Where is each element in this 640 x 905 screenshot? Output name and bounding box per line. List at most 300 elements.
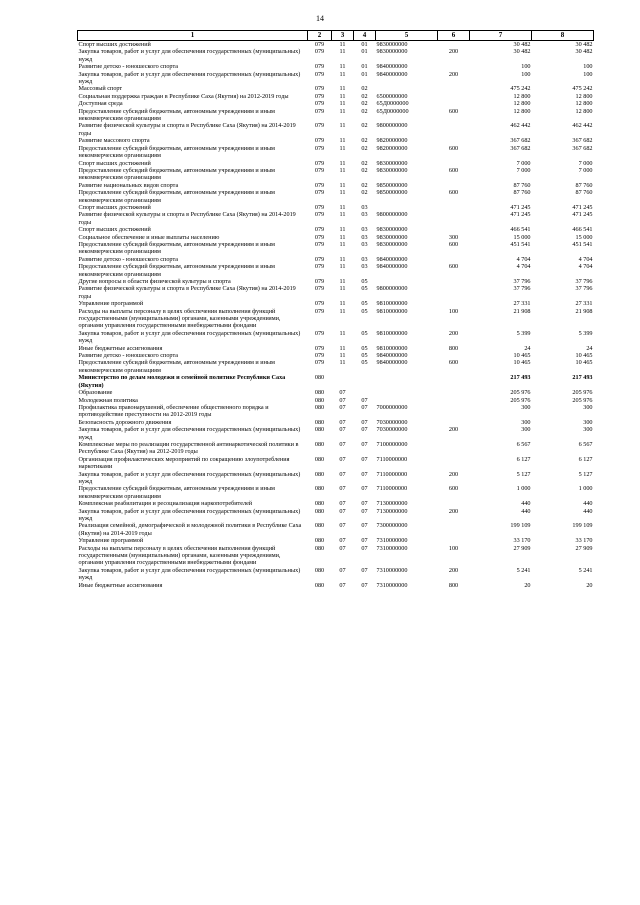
row-amount-year1: 10 465 xyxy=(513,359,531,367)
table-row xyxy=(78,330,594,345)
row-subsection-code: 07 xyxy=(361,403,368,411)
row-target-article: 7310000000 xyxy=(376,544,408,552)
row-name: Социальная поддержка граждан в Республике Саха (Якутия) на 2012-2019 годы xyxy=(78,92,289,100)
column-header-target-article: 5 xyxy=(376,31,438,41)
row-section-code: 11 xyxy=(339,41,346,48)
row-target-article: 7110000000 xyxy=(376,470,408,478)
row-target-article xyxy=(376,389,438,396)
row-section-code: 07 xyxy=(339,426,346,434)
table-row xyxy=(78,359,594,374)
row-amount-year2: 12 800 xyxy=(575,100,593,108)
row-expense-type xyxy=(438,397,470,404)
row-amount-year1: 367 682 xyxy=(510,144,531,152)
row-name: Безопасность дорожного движения xyxy=(78,418,172,426)
row-subsection-code: 07 xyxy=(361,485,368,493)
row-amount-year2: 1 000 xyxy=(578,485,593,493)
row-amount-year1: 21 908 xyxy=(513,307,531,315)
row-name: Развитие физической культуры и спорта в Республике Саха (Якутия) на 2014-2019 годы xyxy=(78,285,296,300)
table-row xyxy=(78,345,594,352)
row-subsection-code: 05 xyxy=(361,285,368,293)
row-name: Расходы на выплаты персоналу в целях обеспечения выполнения функций государственными (муниципальными) органами, казенными учреждениями, органами управления государственными внебюджетными фондами xyxy=(78,544,281,567)
row-amount-year1: 12 800 xyxy=(513,107,531,115)
row-amount-year2: 471 245 xyxy=(572,211,593,219)
row-amount-year1: 37 796 xyxy=(513,285,531,293)
row-section-code: 07 xyxy=(339,500,346,508)
row-amount-year1: 217 493 xyxy=(510,374,531,382)
row-amount-year1: 30 482 xyxy=(513,48,531,56)
row-ministry-code: 079 xyxy=(314,352,325,360)
row-amount-year2: 300 xyxy=(583,426,593,434)
row-ministry-code: 079 xyxy=(314,233,325,241)
row-target-article: 9800000000 xyxy=(376,285,408,293)
column-header-subsection: 4 xyxy=(354,31,376,41)
row-amount-year2: 5 241 xyxy=(578,566,593,574)
row-ministry-code: 080 xyxy=(314,522,325,530)
row-amount-year2: 367 682 xyxy=(572,137,593,145)
table-row xyxy=(78,508,594,523)
row-target-article: 9810000000 xyxy=(376,344,408,352)
row-ministry-code: 079 xyxy=(314,344,325,352)
row-target-article: 9850000000 xyxy=(376,181,408,189)
row-expense-type: 600 xyxy=(448,485,459,493)
row-target-article: 9810000000 xyxy=(376,307,408,315)
row-expense-type: 600 xyxy=(448,240,459,248)
row-amount-year2: 10 465 xyxy=(575,352,593,360)
row-subsection-code: 02 xyxy=(361,166,368,174)
row-section-code: 07 xyxy=(339,522,346,530)
row-subsection-code: 01 xyxy=(361,70,368,78)
table-row xyxy=(78,189,594,204)
row-amount-year1: 4 704 xyxy=(516,255,531,263)
row-section-code: 11 xyxy=(339,285,346,293)
row-name: Управление программой xyxy=(78,300,144,308)
row-amount-year2: 205 976 xyxy=(572,389,593,397)
row-subsection-code: 02 xyxy=(361,144,368,152)
row-subsection-code: 03 xyxy=(361,240,368,248)
row-name: Комплексные меры по реализации государственной антинаркотической политики в Республике Саха (Якутия) на 2012-2019 годы xyxy=(78,440,299,456)
row-amount-year2: 300 xyxy=(583,418,593,426)
row-amount-year2: 5 399 xyxy=(578,329,593,337)
row-subsection-code: 02 xyxy=(361,107,368,115)
row-subsection-code: 03 xyxy=(361,211,368,219)
row-expense-type xyxy=(438,137,470,144)
table-row xyxy=(78,522,594,537)
row-target-article xyxy=(376,374,438,389)
table-row xyxy=(78,160,594,167)
row-name: Предоставление субсидий бюджетным, автономным учреждениям и иным некоммерческим организациям xyxy=(78,359,275,374)
row-amount-year1: 87 760 xyxy=(513,181,531,189)
table-row xyxy=(78,204,594,211)
row-amount-year2: 27 331 xyxy=(575,300,593,308)
row-amount-year1: 5 399 xyxy=(516,329,531,337)
row-section-code: 11 xyxy=(339,211,346,219)
row-ministry-code: 080 xyxy=(314,485,325,493)
row-expense-type xyxy=(438,63,470,70)
row-ministry-code: 080 xyxy=(314,418,325,426)
row-ministry-code: 079 xyxy=(314,159,325,167)
row-section-code: 07 xyxy=(339,581,346,589)
row-subsection-code: 07 xyxy=(361,396,368,404)
row-target-article: 7130000000 xyxy=(376,500,408,508)
row-ministry-code: 079 xyxy=(314,137,325,145)
row-amount-year1: 87 760 xyxy=(513,189,531,197)
table-row xyxy=(78,500,594,507)
row-target-article: 9830000000 xyxy=(376,233,408,241)
row-target-article: 9800000000 xyxy=(376,122,408,130)
row-section-code: 11 xyxy=(339,166,346,174)
row-amount-year1: 440 xyxy=(521,507,531,515)
table-row xyxy=(78,485,594,500)
row-section-code: 11 xyxy=(339,63,346,71)
row-amount-year1: 205 976 xyxy=(510,396,531,404)
row-amount-year1: 367 682 xyxy=(510,137,531,145)
row-subsection-code: 05 xyxy=(361,300,368,308)
table-row xyxy=(78,63,594,70)
row-ministry-code: 080 xyxy=(314,396,325,404)
row-name: Развитие массового спорта xyxy=(78,137,150,145)
row-expense-type xyxy=(438,256,470,263)
column-header-amount-year1: 7 xyxy=(470,31,532,41)
row-amount-year2: 367 682 xyxy=(572,144,593,152)
row-section-code: 11 xyxy=(339,359,346,367)
row-name: Закупка товаров, работ и услуг для обеспечения государственных (муниципальных) нужд xyxy=(78,470,301,485)
table-row xyxy=(78,389,594,396)
table-row xyxy=(78,122,594,137)
row-target-article: 7310000000 xyxy=(376,581,408,589)
row-target-article: 7310000000 xyxy=(376,566,408,574)
row-expense-type: 300 xyxy=(448,233,459,241)
row-section-code: 11 xyxy=(339,48,346,56)
row-expense-type xyxy=(438,374,470,389)
row-amount-year1: 7 000 xyxy=(516,159,531,167)
row-section-code: 11 xyxy=(339,100,346,108)
row-name: Развитие физической культуры и спорта в Республике Саха (Якутия) на 2014-2019 годы xyxy=(78,122,296,137)
row-target-article xyxy=(376,278,438,285)
row-subsection-code: 02 xyxy=(361,137,368,145)
row-expense-type: 800 xyxy=(448,581,459,589)
row-section-code: 11 xyxy=(339,240,346,248)
row-amount-year1: 30 482 xyxy=(513,41,531,48)
row-amount-year2: 205 976 xyxy=(572,396,593,404)
row-target-article xyxy=(376,204,438,211)
row-ministry-code: 079 xyxy=(314,263,325,271)
row-amount-year2: 12 800 xyxy=(575,107,593,115)
row-subsection-code: 02 xyxy=(361,85,368,93)
row-name: Развитие физической культуры и спорта в Республике Саха (Якутия) на 2014-2019 годы xyxy=(78,211,296,226)
row-amount-year2: 30 482 xyxy=(575,41,593,48)
row-subsection-code: 02 xyxy=(361,100,368,108)
row-section-code: 07 xyxy=(339,470,346,478)
row-expense-type: 600 xyxy=(448,144,459,152)
row-amount-year1: 6 567 xyxy=(516,440,531,448)
row-name: Доступная среда xyxy=(78,100,123,108)
table-row xyxy=(78,263,594,278)
row-subsection-code: 07 xyxy=(361,522,368,530)
row-amount-year2: 7 000 xyxy=(578,159,593,167)
table-header-row xyxy=(78,31,594,41)
row-expense-type: 200 xyxy=(448,426,459,434)
row-target-article: 7130000000 xyxy=(376,507,408,515)
row-name: Предоставление субсидий бюджетным, автономным учреждениям и иным некоммерческим организациям xyxy=(78,263,275,278)
row-section-code: 11 xyxy=(339,278,346,285)
row-expense-type: 600 xyxy=(448,166,459,174)
row-target-article: 9850000000 xyxy=(376,189,408,197)
table-row xyxy=(78,108,594,123)
table-row xyxy=(78,374,594,389)
row-section-code: 11 xyxy=(339,189,346,197)
table-row xyxy=(78,404,594,419)
row-name: Управление программой xyxy=(78,537,144,545)
table-row xyxy=(78,256,594,263)
row-amount-year1: 24 xyxy=(524,344,531,352)
row-expense-type xyxy=(438,211,470,226)
row-name: Развитие детско - юношеского спорта xyxy=(78,63,178,71)
row-amount-year2: 440 xyxy=(583,507,593,515)
row-ministry-code: 079 xyxy=(314,144,325,152)
row-subsection-code: 07 xyxy=(361,455,368,463)
table-row xyxy=(78,441,594,456)
row-name: Предоставление субсидий бюджетным, автономным учреждениям и иным некоммерческим организациям xyxy=(78,144,275,160)
row-ministry-code: 079 xyxy=(314,166,325,174)
row-name: Закупка товаров, работ и услуг для обеспечения государственных (муниципальных) нужд xyxy=(78,426,301,441)
row-target-article: 9830000000 xyxy=(376,48,408,56)
row-amount-year2: 300 xyxy=(583,403,593,411)
row-section-code: 07 xyxy=(339,389,346,397)
row-target-article: 7100000000 xyxy=(376,440,408,448)
row-expense-type: 600 xyxy=(448,359,459,367)
table-row xyxy=(78,567,594,582)
row-section-code: 11 xyxy=(339,181,346,189)
table-row xyxy=(78,352,594,359)
row-target-article: 7030000000 xyxy=(376,426,408,434)
row-section-code: 07 xyxy=(339,403,346,411)
row-ministry-code: 080 xyxy=(314,544,325,552)
row-amount-year1: 100 xyxy=(521,70,531,78)
row-name: Закупка товаров, работ и услуг для обеспечения государственных (муниципальных) нужд xyxy=(78,507,301,522)
row-amount-year2: 440 xyxy=(583,500,593,508)
row-section-code: 11 xyxy=(339,329,346,337)
row-name: Другие вопросы в области физической культуры и спорта xyxy=(78,278,231,285)
row-amount-year1: 20 xyxy=(524,581,531,589)
row-ministry-code: 080 xyxy=(314,581,325,589)
table-row xyxy=(78,419,594,426)
row-amount-year1: 462 442 xyxy=(510,122,531,130)
row-name: Министерство по делам молодежи и семейной политике Республики Саха (Якутия) xyxy=(78,374,286,389)
row-ministry-code: 079 xyxy=(314,359,325,367)
table-row xyxy=(78,397,594,404)
row-amount-year1: 6 127 xyxy=(516,455,531,463)
row-ministry-code: 080 xyxy=(314,537,325,545)
row-target-article: 65Д0000000 xyxy=(376,107,409,115)
table-row xyxy=(78,182,594,189)
row-expense-type: 800 xyxy=(448,344,459,352)
row-section-code: 11 xyxy=(339,226,346,234)
row-amount-year1: 5 127 xyxy=(516,470,531,478)
row-name: Социальное обеспечение и иные выплаты населению xyxy=(78,233,220,241)
row-name: Предоставление субсидий бюджетным, автономным учреждениям и иным некоммерческим организациям xyxy=(78,189,275,204)
row-expense-type: 200 xyxy=(448,566,459,574)
row-subsection-code: 01 xyxy=(361,41,368,48)
table-row xyxy=(78,456,594,471)
row-subsection-code: 02 xyxy=(361,189,368,197)
row-amount-year1: 300 xyxy=(521,418,531,426)
budget-table xyxy=(77,30,594,589)
row-ministry-code: 079 xyxy=(314,329,325,337)
row-ministry-code: 079 xyxy=(314,41,325,48)
row-expense-type: 600 xyxy=(448,189,459,197)
row-subsection-code: 05 xyxy=(361,352,368,360)
row-target-article: 65Д0000000 xyxy=(376,100,409,108)
row-amount-year2: 30 482 xyxy=(575,48,593,56)
row-target-article: 7000000000 xyxy=(376,403,408,411)
row-name: Иные бюджетные ассигнования xyxy=(78,581,163,589)
row-expense-type xyxy=(438,278,470,285)
table-row xyxy=(78,100,594,107)
row-target-article: 9840000000 xyxy=(376,63,408,71)
row-section-code: 11 xyxy=(339,144,346,152)
table-row xyxy=(78,211,594,226)
row-section-code: 11 xyxy=(339,203,346,211)
row-expense-type xyxy=(438,122,470,137)
row-subsection-code: 07 xyxy=(361,470,368,478)
row-section-code: 07 xyxy=(339,396,346,404)
row-target-article: 7030000000 xyxy=(376,418,408,426)
row-target-article: 9820000000 xyxy=(376,137,408,145)
table-row xyxy=(78,241,594,256)
row-amount-year2: 7 000 xyxy=(578,166,593,174)
table-row xyxy=(78,300,594,307)
row-section-code: 07 xyxy=(339,566,346,574)
row-name: Предоставление субсидий бюджетным, автономным учреждениям и иным некоммерческим организациям xyxy=(78,485,275,500)
row-expense-type xyxy=(438,522,470,537)
row-subsection-code: 02 xyxy=(361,181,368,189)
row-amount-year1: 199 109 xyxy=(510,522,531,530)
row-amount-year2: 87 760 xyxy=(575,181,593,189)
row-amount-year2: 6 127 xyxy=(578,455,593,463)
row-amount-year2: 10 465 xyxy=(575,359,593,367)
row-target-article: 9820000000 xyxy=(376,144,408,152)
row-amount-year2: 24 xyxy=(586,344,593,352)
row-expense-type: 200 xyxy=(448,70,459,78)
row-amount-year2: 466 541 xyxy=(572,226,593,234)
row-ministry-code: 079 xyxy=(314,226,325,234)
row-ministry-code: 080 xyxy=(314,389,325,397)
row-target-article: 7300000000 xyxy=(376,522,408,530)
row-ministry-code: 080 xyxy=(314,507,325,515)
column-header-ministry: 2 xyxy=(308,31,332,41)
row-amount-year2: 27 909 xyxy=(575,544,593,552)
table-row xyxy=(78,41,594,49)
row-name: Расходы на выплаты персоналу в целях обеспечения выполнения функций государственными (муниципальными) органами, казенными учреждениями, органами управления государственными внебюджетными фондами xyxy=(78,307,281,330)
table-row xyxy=(78,93,594,100)
row-ministry-code: 080 xyxy=(314,374,325,382)
row-subsection-code: 05 xyxy=(361,278,368,285)
row-name: Спорт высших достижений xyxy=(78,41,151,48)
row-expense-type: 200 xyxy=(448,470,459,478)
row-amount-year2: 37 796 xyxy=(575,285,593,293)
row-target-article: 6500000000 xyxy=(376,92,408,100)
row-amount-year1: 12 800 xyxy=(513,92,531,100)
row-amount-year1: 471 245 xyxy=(510,203,531,211)
row-section-code: 07 xyxy=(339,537,346,545)
row-amount-year1: 4 704 xyxy=(516,263,531,271)
row-expense-type xyxy=(438,85,470,92)
row-expense-type: 100 xyxy=(448,544,459,552)
table-row xyxy=(78,85,594,92)
row-section-code: 11 xyxy=(339,85,346,93)
row-ministry-code: 079 xyxy=(314,107,325,115)
row-expense-type: 200 xyxy=(448,329,459,337)
table-row xyxy=(78,545,594,567)
row-subsection-code: 05 xyxy=(361,359,368,367)
row-target-article: 9840000000 xyxy=(376,359,408,367)
row-expense-type: 600 xyxy=(448,107,459,115)
row-subsection-code: 01 xyxy=(361,48,368,56)
row-expense-type xyxy=(438,419,470,426)
row-target-article: 9830000000 xyxy=(376,226,408,234)
table-body xyxy=(78,41,594,590)
row-target-article: 9830000000 xyxy=(376,159,408,167)
row-subsection-code: 03 xyxy=(361,263,368,271)
row-amount-year1: 471 245 xyxy=(510,211,531,219)
row-section-code: 11 xyxy=(339,137,346,145)
row-subsection-code: 02 xyxy=(361,92,368,100)
row-subsection-code: 05 xyxy=(361,307,368,315)
table-row xyxy=(78,48,594,63)
table-row xyxy=(78,308,594,330)
row-subsection-code: 03 xyxy=(361,203,368,211)
row-ministry-code: 079 xyxy=(314,48,325,56)
row-expense-type xyxy=(438,500,470,507)
row-amount-year2: 475 242 xyxy=(572,85,593,93)
row-amount-year2: 462 442 xyxy=(572,122,593,130)
row-amount-year2: 217 493 xyxy=(572,374,593,382)
row-subsection-code: 07 xyxy=(361,507,368,515)
table-row xyxy=(78,278,594,285)
row-target-article: 9830000000 xyxy=(376,41,408,48)
row-amount-year1: 300 xyxy=(521,426,531,434)
row-section-code: 07 xyxy=(339,418,346,426)
row-target-article: 7110000000 xyxy=(376,455,408,463)
row-target-article: 9810000000 xyxy=(376,300,408,308)
table-row xyxy=(78,71,594,86)
table-row xyxy=(78,426,594,441)
row-ministry-code: 079 xyxy=(314,63,325,71)
row-subsection-code: 07 xyxy=(361,566,368,574)
row-subsection-code: 07 xyxy=(361,440,368,448)
row-name: Иные бюджетные ассигнования xyxy=(78,344,163,352)
row-expense-type xyxy=(438,100,470,107)
row-name: Организация профилактических мероприятий по сокращению злоупотребления наркотиками xyxy=(78,455,290,471)
table-row xyxy=(78,234,594,241)
row-expense-type xyxy=(438,41,470,49)
row-amount-year1: 100 xyxy=(521,63,531,71)
row-expense-type: 200 xyxy=(448,507,459,515)
row-expense-type xyxy=(438,285,470,300)
row-name: Образование xyxy=(78,389,113,397)
row-ministry-code: 079 xyxy=(314,85,325,93)
row-amount-year1: 15 000 xyxy=(513,233,531,241)
row-amount-year1: 27 909 xyxy=(513,544,531,552)
row-subsection-code: 05 xyxy=(361,344,368,352)
row-section-code xyxy=(332,374,354,389)
row-expense-type xyxy=(438,204,470,211)
row-target-article xyxy=(376,85,438,92)
row-amount-year1: 27 331 xyxy=(513,300,531,308)
row-subsection-code: 07 xyxy=(361,544,368,552)
row-ministry-code: 079 xyxy=(314,100,325,108)
row-amount-year2: 199 109 xyxy=(572,522,593,530)
